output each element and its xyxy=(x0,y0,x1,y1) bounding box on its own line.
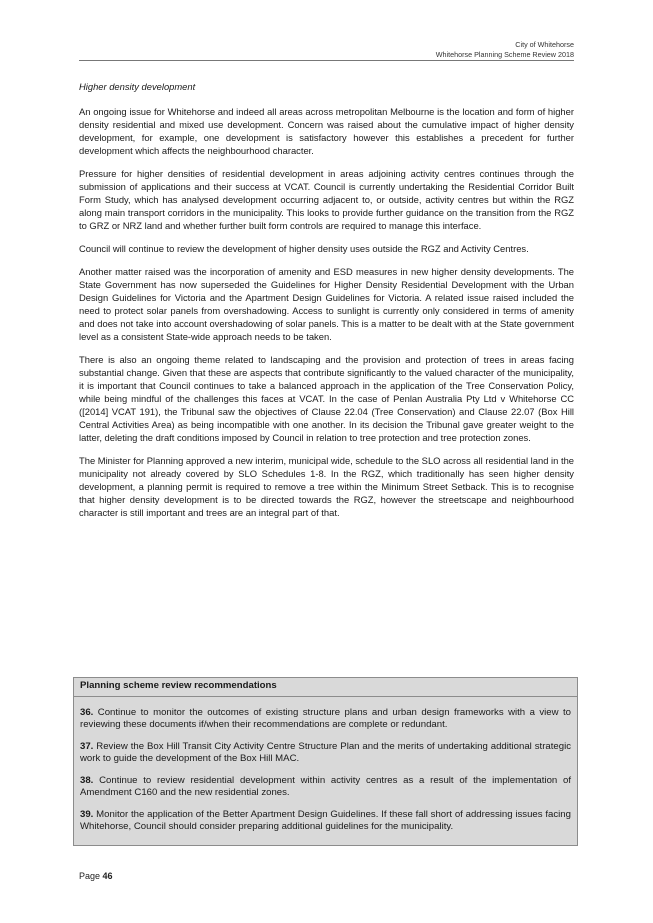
page-label: Page xyxy=(79,871,101,881)
header-organisation: City of Whitehorse xyxy=(515,40,574,49)
recommendation-text: Continue to review residential development within activity centres as a result of the implementation of Amendment C160 and the new residential zones. xyxy=(80,775,571,798)
recommendation-item xyxy=(80,775,571,799)
page-footer xyxy=(79,871,113,881)
recommendation-item xyxy=(80,741,571,765)
paragraph: An ongoing issue for Whitehorse and indeed all areas across metropolitan Melbourne is the location and form of higher density residential and mixed use development. Concern was raised about the cumulative impact of higher density development, for example, one development is satisfactory however this establishes a precedent for further development which affects the neighbourhood character. xyxy=(79,106,574,156)
header-document-title: Whitehorse Planning Scheme Review 2018 xyxy=(435,50,574,59)
paragraph: Pressure for higher densities of residential development in areas adjoining activity centres continues through the submission of applications and their success at VCAT. Council is currently undertaking the Residential Corridor Built Form Study, which has analysed development occurring adjacent to, or outside, activity centres but within the RGZ along main transport corridors in the municipality. This looks to provide further guidance on the transition from the RGZ to GRZ or NRZ land and whether further built form controls are required to manage this interface. xyxy=(79,168,574,231)
recommendation-item xyxy=(80,707,571,731)
recommendations-box xyxy=(73,677,578,846)
paragraph: Another matter raised was the incorporation of amenity and ESD measures in new higher density developments. The State Government has now superseded the Guidelines for Higher Density Residential Development with the Urban Design Guidelines for Victoria and the Apartment Design Guidelines for Victoria. A related issue raised included the need to protect solar panels from overshadowing. Access to sunlight is currently only considered in terms of amenity and does not take into account overshadowing of solar panels. This is a matter to be dealt with at the State government level as a consistent State-wide approach needs to be taken. xyxy=(79,266,574,342)
recommendation-item xyxy=(80,809,571,833)
recommendation-text: Monitor the application of the Better Apartment Design Guidelines. If these fall short of addressing issues facing Whitehorse, Council should consider preparing additional guidelines for the municipality. xyxy=(80,809,571,832)
recommendation-number: 39. xyxy=(80,809,94,820)
page-header xyxy=(436,40,574,60)
header-divider xyxy=(79,60,574,61)
main-content xyxy=(79,80,574,529)
paragraph: Council will continue to review the development of higher density uses outside the RGZ and Activity Centres. xyxy=(79,243,529,254)
page-number: 46 xyxy=(102,871,113,881)
section-heading: Higher density development xyxy=(79,81,196,92)
recommendations-title: Planning scheme review recommendations xyxy=(74,680,577,697)
recommendation-number: 37. xyxy=(80,741,94,752)
paragraph: There is also an ongoing theme related to landscaping and the provision and protection of trees in areas facing substantial change. Given that these are aspects that contribute significantly to the valued character of the municipality, it is important that Council continues to take a balanced approach in the application of the Tree Conservation Policy, while being mindful of the challenges this faces at VCAT. In the case of Penlan Australia Pty Ltd v Whitehorse CC ([2014] VCAT 191), the Tribunal saw the objectives of Clause 22.04 (Tree Conservation) and Clause 22.07 (Box Hill Central Activities Area) as being incompatible with one another. In its decision the Tribunal gave greater weight to the latter, deleting the draft conditions imposed by Council in relation to tree protection and tree protection zones. xyxy=(79,354,574,443)
paragraph: The Minister for Planning approved a new interim, municipal wide, schedule to the SLO across all residential land in the municipality not already covered by SLO Schedules 1-8. In the RGZ, which traditionally has seen higher density development, a planning permit is required to remove a tree within the Minimum Street Setback. This is to recognise that higher density development is to be directed towards the RGZ, however the streetscape and neighbourhood character is still important and trees are an integral part of that. xyxy=(79,455,574,518)
recommendation-number: 36. xyxy=(80,707,94,718)
recommendation-number: 38. xyxy=(80,775,94,786)
recommendation-text: Review the Box Hill Transit City Activity Centre Structure Plan and the merits of undertaking additional strategic work to guide the development of the Box Hill MAC. xyxy=(80,741,572,764)
recommendation-text: Continue to monitor the outcomes of existing structure plans and urban design frameworks with a view to reviewing these documents if/when their recommendations are complete or redundant. xyxy=(80,707,571,730)
